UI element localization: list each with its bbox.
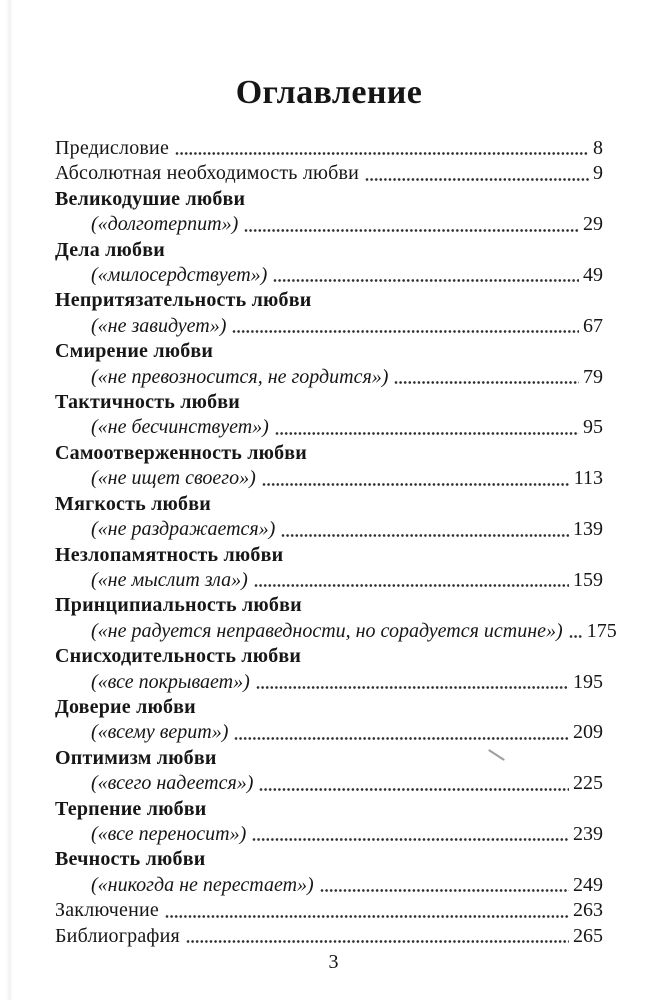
toc-chapter-title: Тактичность любви bbox=[55, 391, 241, 414]
toc-chapter-subtitle-row bbox=[55, 720, 603, 745]
toc-entry-page: 265 bbox=[573, 924, 603, 947]
dot-leader bbox=[244, 227, 579, 234]
toc-entry bbox=[55, 238, 603, 289]
toc-chapter-subtitle: («не бесчинствует») bbox=[91, 416, 269, 439]
toc-entry-label: Библиография bbox=[55, 924, 180, 947]
dot-leader bbox=[259, 786, 569, 793]
toc-entry-page: 67 bbox=[583, 314, 603, 337]
dot-leader bbox=[569, 633, 583, 640]
toc-entry bbox=[55, 847, 603, 898]
toc-entry bbox=[55, 593, 617, 644]
toc-entry bbox=[55, 161, 603, 186]
toc-chapter-subtitle-row bbox=[55, 466, 603, 491]
toc-entry-page: 29 bbox=[583, 213, 603, 236]
toc-entry-page: 9 bbox=[593, 162, 603, 185]
toc-entry-page: 95 bbox=[583, 416, 603, 439]
dot-leader bbox=[186, 938, 569, 945]
dot-leader bbox=[165, 913, 569, 920]
dot-leader bbox=[394, 379, 579, 386]
toc-entry-page: 225 bbox=[573, 772, 603, 795]
table-of-contents bbox=[55, 72, 617, 949]
toc-chapter-subtitle: («долготерпит») bbox=[91, 213, 239, 236]
toc-entry bbox=[55, 924, 603, 949]
toc-chapter-title: Оптимизм любви bbox=[55, 746, 217, 769]
toc-chapter-subtitle-row bbox=[55, 263, 603, 288]
toc-entry-page: 263 bbox=[573, 899, 603, 922]
toc-entry bbox=[55, 543, 603, 594]
toc-entry bbox=[55, 797, 603, 848]
toc-entry-label: Заключение bbox=[55, 899, 159, 922]
page-number: 3 bbox=[328, 951, 339, 973]
toc-entry bbox=[55, 695, 603, 746]
toc-entry-page: 209 bbox=[573, 721, 603, 744]
toc-chapter-subtitle: («никогда не перестает») bbox=[91, 873, 314, 896]
toc-chapter-title: Принципиальность любви bbox=[55, 594, 302, 617]
toc-entry bbox=[55, 644, 603, 695]
toc-entry bbox=[55, 390, 603, 441]
toc-entry-page: 249 bbox=[573, 873, 603, 896]
toc-entry bbox=[55, 898, 603, 923]
toc-chapter-subtitle-row bbox=[55, 314, 603, 339]
toc-entry bbox=[55, 746, 603, 797]
toc-entry bbox=[55, 288, 603, 339]
toc-chapter-subtitle: («все переносит») bbox=[91, 822, 247, 845]
toc-entry-page: 139 bbox=[573, 518, 603, 541]
toc-chapter-subtitle-row bbox=[55, 619, 617, 644]
dot-leader bbox=[262, 481, 570, 488]
dot-leader bbox=[320, 887, 569, 894]
toc-chapter-subtitle-row bbox=[55, 771, 603, 796]
toc-chapter-title: Снисходительность любви bbox=[55, 645, 302, 668]
toc-entry-page: 175 bbox=[586, 619, 617, 642]
toc-chapter-title: Великодушие любви bbox=[55, 187, 246, 210]
page-edge-shadow bbox=[6, 0, 13, 1000]
dot-leader bbox=[273, 277, 579, 284]
dot-leader bbox=[365, 176, 589, 183]
toc-chapter-subtitle-row bbox=[55, 365, 603, 390]
toc-chapter-subtitle-row bbox=[55, 822, 603, 847]
toc-chapter-title: Дела любви bbox=[55, 238, 165, 261]
toc-entry-page: 239 bbox=[573, 822, 603, 845]
toc-title: Оглавление bbox=[235, 74, 423, 111]
dot-leader bbox=[175, 150, 589, 157]
toc-entry bbox=[55, 339, 603, 390]
toc-chapter-title: Самоотверженность любви bbox=[55, 441, 308, 464]
toc-chapter-subtitle-row bbox=[55, 670, 603, 695]
toc-chapter-subtitle: («милосердствует») bbox=[91, 264, 268, 287]
toc-chapter-subtitle-row bbox=[55, 568, 603, 593]
dot-leader bbox=[254, 582, 569, 589]
toc-entry bbox=[55, 187, 603, 238]
toc-chapter-subtitle-row bbox=[55, 212, 603, 237]
toc-chapter-subtitle: («не ищет своего») bbox=[91, 467, 256, 490]
toc-chapter-title: Терпение любви bbox=[55, 797, 207, 820]
toc-entry-label: Абсолютная необходимость любви bbox=[55, 162, 360, 185]
toc-chapter-subtitle-row bbox=[55, 517, 603, 542]
toc-entry-page: 79 bbox=[583, 365, 603, 388]
toc-chapter-subtitle-row bbox=[55, 415, 603, 440]
toc-entry-label: Предисловие bbox=[55, 137, 170, 159]
toc-entry-page: 8 bbox=[593, 137, 603, 159]
toc-chapter-subtitle: («не мыслит зла») bbox=[91, 568, 248, 591]
toc-chapter-subtitle: («не раздражается») bbox=[91, 518, 276, 541]
toc-chapter-subtitle: («всему верит») bbox=[91, 721, 229, 744]
toc-chapter-subtitle: («всего надеется») bbox=[91, 772, 254, 795]
toc-chapter-title: Вечность любви bbox=[55, 848, 206, 871]
dot-leader bbox=[232, 328, 579, 335]
dot-leader bbox=[275, 430, 579, 437]
toc-chapter-subtitle-row bbox=[55, 873, 603, 898]
dot-leader bbox=[234, 735, 569, 742]
toc-chapter-title: Доверие любви bbox=[55, 695, 196, 718]
toc-chapter-subtitle: («все покрывает») bbox=[91, 670, 250, 693]
toc-chapter-subtitle: («не завидует») bbox=[91, 314, 227, 337]
toc-entry-page: 195 bbox=[573, 670, 603, 693]
toc-chapter-title: Смирение любви bbox=[55, 340, 214, 363]
toc-entry bbox=[55, 492, 603, 543]
toc-chapter-title: Мягкость любви bbox=[55, 492, 211, 515]
toc-chapter-subtitle: («не радуется неправедности, но сорадуется истине») bbox=[91, 619, 563, 642]
toc-entry-page: 159 bbox=[573, 568, 603, 591]
toc-entry-page: 49 bbox=[583, 264, 603, 287]
toc-chapter-title: Непритязательность любви bbox=[55, 289, 312, 312]
dot-leader bbox=[256, 684, 569, 691]
dot-leader bbox=[281, 532, 569, 539]
toc-chapter-title: Незлопамятность любви bbox=[55, 543, 284, 566]
toc-entry-page: 113 bbox=[573, 467, 603, 490]
toc-entry bbox=[55, 441, 603, 492]
toc-chapter-subtitle: («не превозносится, не гордится») bbox=[91, 365, 389, 388]
dot-leader bbox=[252, 836, 569, 843]
toc-entry bbox=[55, 136, 603, 161]
